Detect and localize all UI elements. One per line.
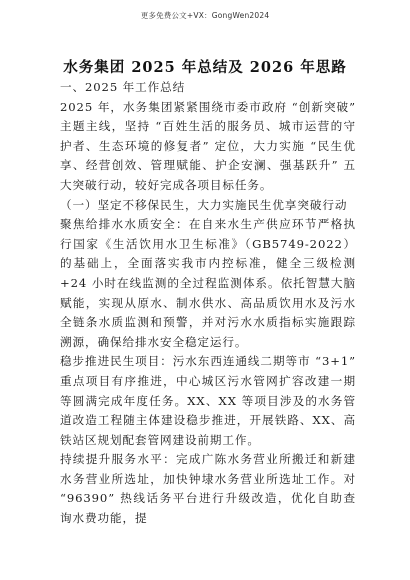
document-body bbox=[60, 78, 356, 529]
paragraph-intro: 2025 年，水务集团紧紧围绕市委市政府 “创新突破” 主题主线，坚持 “百姓生活的服务员、城市运营的守护者、生态环境的修复者” 定位，大力实施 “民生优享、经营创效、管理赋能、护企安澜、强基跃升” 五大突破行动，较好完成各项目标任务。 bbox=[60, 99, 356, 192]
paragraph-projects: 稳步推进民生项目：污水东西连通线二期等市 “3+1” 重点项目有序推进，中心城区污水管网扩容改建一期等圆满完成年度任务。XX、XX 等项目涉及的水务管道改造工程随主体建设稳步推进，开展铁路、XX、高铁站区规划配套管网建设前期工作。 bbox=[60, 354, 356, 447]
header-note: 更多免费公文+VX：GongWen2024 bbox=[140, 11, 270, 20]
paragraph-water-quality: 聚焦给排水水质安全：在自来水生产供应环节严格执行国家《生活饮用水卫生标准》（GB5749-2022）的基础上，全面落实我市内控标准，健全三级检测 +24 小时在线监测的全过程监测体系。依托智慧大脑赋能，实现从原水、制水供水、高品质饮用水及污水全链条水质监测和预警，并对污水水质指标实施跟踪溯源，确保给排水安全稳定运行。 bbox=[60, 217, 356, 349]
section-heading: 一、2025 年工作总结 bbox=[60, 80, 186, 94]
document-title: 水务集团 2025 年总结及 2026 年思路 bbox=[63, 59, 347, 76]
subsection-heading: （一）坚定不移保民生，大力实施民生优享突破行动 bbox=[60, 197, 348, 212]
paragraph-service: 持续提升服务水平：完成广陈水务营业所搬迁和新建水务营业所选址，加快钟埭水务营业所选址工作。对 “96390” 热线话务平台进行升级改造，优化自助查询水费功能，提 bbox=[60, 452, 356, 526]
